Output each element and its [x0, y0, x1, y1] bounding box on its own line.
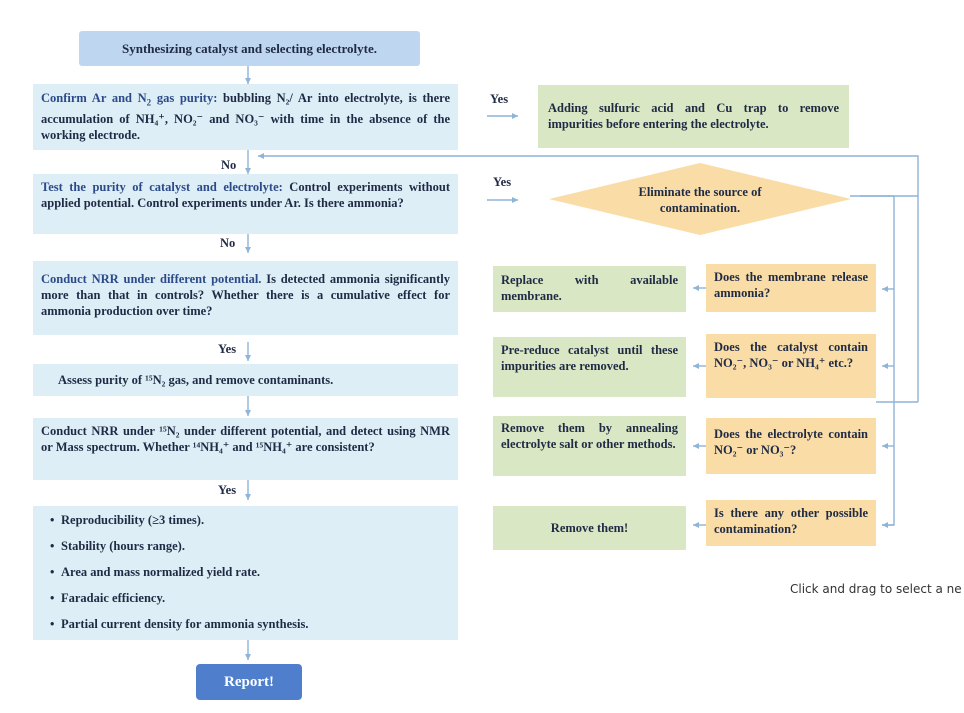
gas-purity-body: bubbling N₂/ Ar into electrolyte, is there accumulation of NH₄⁺, NO₂⁻ and NO₃⁻ with time in the absence of the working electrode. [41, 91, 451, 142]
label-no-catalyst: No [220, 236, 236, 250]
nrr-15n2-step: Conduct NRR under ¹⁵N₂ under different potential, and detect using NMR or Mass spectrum. Whether ¹⁴NH₄⁺ and ¹⁵NH₄⁺ are consistent? [33, 418, 458, 480]
checklist-item: • Partial current density for ammonia synthesis. [61, 616, 450, 632]
nrr-potential-lead: Conduct NRR under different potential. [41, 272, 262, 286]
electrolyte-action: Remove them by annealing electrolyte salt or other methods. [493, 416, 686, 476]
assess-15n2-step: Assess purity of ¹⁵N₂ gas, and remove contaminants. [33, 364, 458, 396]
label-yes-gas: Yes [490, 92, 509, 106]
selection-hint-text: Click and drag to select a ne [790, 582, 962, 596]
checklist-item: • Reproducibility (≥3 times). [61, 512, 450, 528]
membrane-action: Replace with available membrane. [493, 266, 686, 312]
sulfuric-trap-remedy: Adding sulfuric acid and Cu trap to remove impurities before entering the electrolyte. [538, 85, 849, 148]
catalyst-purity-lead: Test the purity of catalyst and electrolyte: [41, 180, 283, 194]
electrolyte-question: Does the electrolyte contain NO₂⁻ or NO₃⁻? [706, 418, 876, 474]
catalyst-action: Pre-reduce catalyst until these impurities are removed. [493, 337, 686, 397]
catalyst-question: Does the catalyst contain NO₂⁻, NO₃⁻ or NH₄⁺ etc.? [706, 334, 876, 398]
report-button[interactable]: Report! [196, 664, 302, 700]
label-yes-15n2: Yes [218, 483, 237, 497]
checklist-item: • Faradaic efficiency. [61, 590, 450, 606]
label-yes-catalyst: Yes [493, 175, 512, 189]
label-yes-nrr: Yes [218, 342, 237, 356]
membrane-question: Does the membrane release ammonia? [706, 264, 876, 312]
checklist-item: • Stability (hours range). [61, 538, 450, 554]
other-contamination-action: Remove them! [493, 506, 686, 550]
checklist-item: • Area and mass normalized yield rate. [61, 564, 450, 580]
start-node: Synthesizing catalyst and selecting electrolyte. [79, 31, 420, 66]
other-contamination-question: Is there any other possible contamination? [706, 500, 876, 546]
eliminate-source-decision: Eliminate the source of contamination. [638, 185, 762, 215]
gas-purity-lead: Confirm Ar and $N_2$ gas purity: [41, 91, 218, 108]
label-no-gas: No [221, 158, 237, 172]
nrr-potential-body: Is detected ammonia significantly more than that in controls? Whether there is a cumulative effect for ammonia production over time? [41, 272, 450, 318]
catalyst-purity-body: Control experiments without applied potential. Control experiments under Ar. Is there ammonia? [41, 180, 450, 210]
